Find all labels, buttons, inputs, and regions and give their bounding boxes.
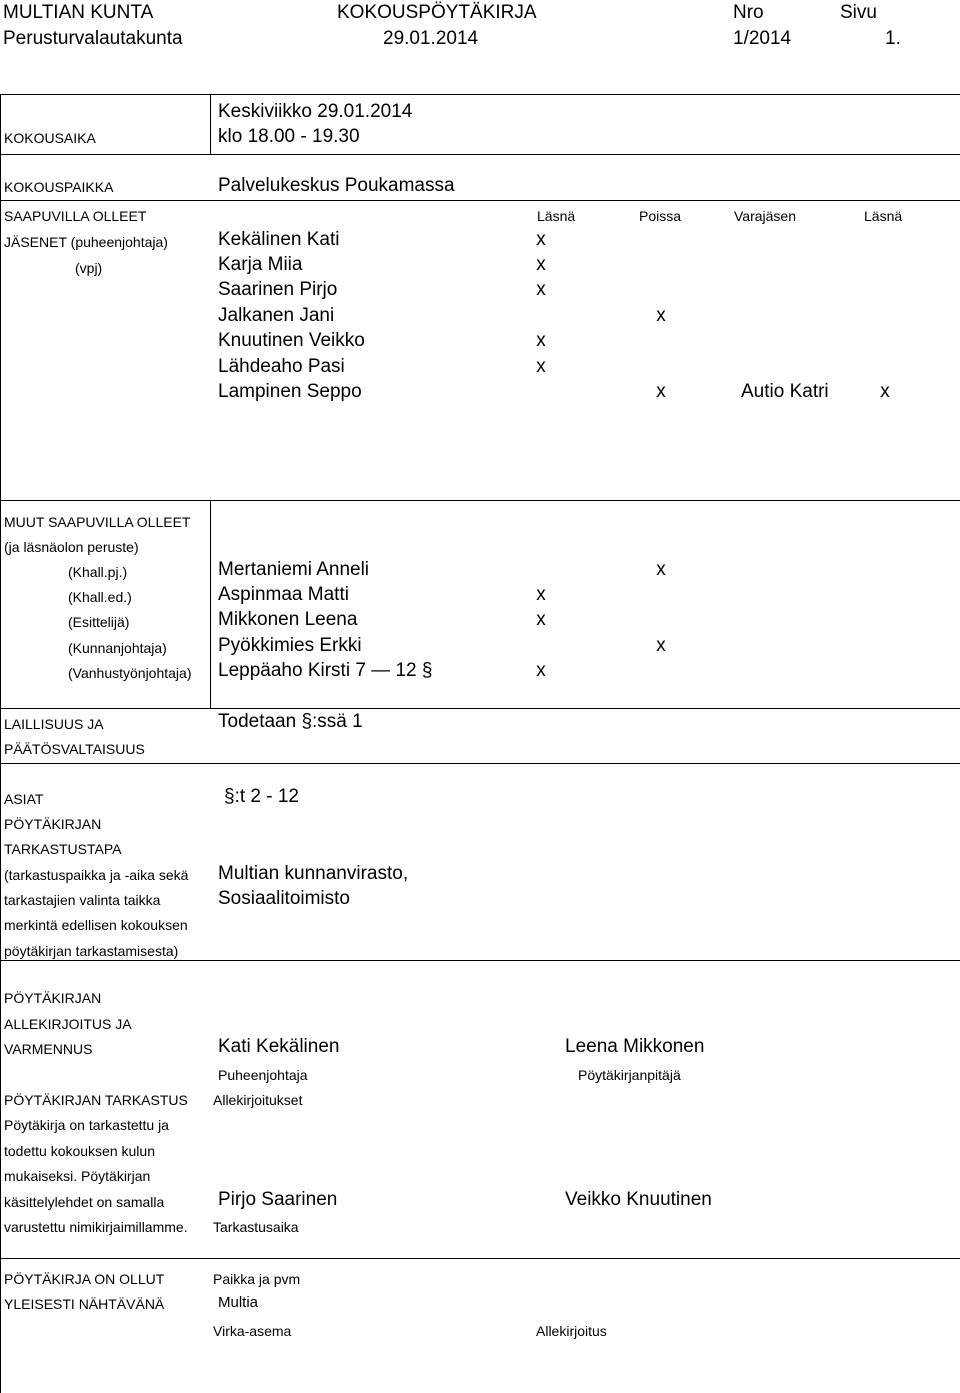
meeting-number: 1/2014 <box>733 28 792 49</box>
tarkastustapa-label: merkintä edellisen kokouksen <box>4 917 188 933</box>
others-label-basis: (ja läsnäolon peruste) <box>4 539 139 555</box>
divider <box>0 960 960 961</box>
tarkastus-label: mukaiseksi. Pöytäkirjan <box>4 1168 151 1184</box>
deputy-present-mark: x <box>880 381 890 402</box>
members-label: SAAPUVILLA OLLEET <box>4 208 147 224</box>
members-label-vice-chair: (vpj) <box>75 260 103 276</box>
column-header-deputy-present: Läsnä <box>864 208 903 224</box>
meeting-place: Palvelukeskus Poukamassa <box>218 175 455 196</box>
present-mark: x <box>536 229 546 250</box>
absent-mark: x <box>656 305 666 326</box>
allekirjoitus-label: VARMENNUS <box>4 1041 93 1057</box>
laillisuus-label: LAILLISUUS JA <box>4 716 104 732</box>
member-name: Lähdeaho Pasi <box>218 356 345 377</box>
absent-mark: x <box>656 559 666 580</box>
divider <box>0 154 960 155</box>
divider <box>0 708 960 709</box>
office-label: Virka-asema <box>213 1323 292 1339</box>
other-name: Mertaniemi Anneli <box>218 559 370 580</box>
laillisuus-value: Todetaan §:ssä 1 <box>218 711 363 732</box>
tarkastus-label: varustettu nimikirjaimillamme. <box>4 1219 188 1235</box>
other-role: (Khall.pj.) <box>68 564 128 580</box>
tarkastustapa-label: tarkastajien valinta taikka <box>4 892 161 908</box>
absent-mark: x <box>656 381 666 402</box>
divider <box>0 200 960 201</box>
tarkastus-label: PÖYTÄKIRJAN TARKASTUS <box>4 1092 188 1108</box>
nahtavana-label: YLEISESTI NÄHTÄVÄNÄ <box>4 1296 165 1312</box>
committee-name: Perusturvalautakunta <box>3 28 183 49</box>
other-name: Aspinmaa Matti <box>218 584 349 605</box>
place-value: Multia <box>218 1294 259 1311</box>
member-name: Saarinen Pirjo <box>218 279 338 300</box>
others-label: MUUT SAAPUVILLA OLLEET <box>4 514 191 530</box>
present-mark: x <box>536 584 546 605</box>
member-name: Knuutinen Veikko <box>218 330 365 351</box>
tarkastuspaikka-value: Multian kunnanvirasto, <box>218 863 409 884</box>
tarkastustapa-label: (tarkastuspaikka ja -aika sekä <box>4 867 189 883</box>
column-header-present: Läsnä <box>537 208 576 224</box>
sivu-label: Sivu <box>840 2 877 23</box>
others-divider <box>210 500 211 708</box>
secretary-role: Pöytäkirjanpitäjä <box>578 1067 681 1083</box>
other-role: (Vanhustyönjohtaja) <box>68 665 192 681</box>
tarkastustapa-label: pöytäkirjan tarkastamisesta) <box>4 943 179 959</box>
column-header-deputy: Varajäsen <box>734 208 797 224</box>
paatosvaltaisuus-label: PÄÄTÖSVALTAISUUS <box>4 741 145 757</box>
tarkastus-label: Pöytäkirja on tarkastettu ja <box>4 1117 169 1133</box>
present-mark: x <box>536 330 546 351</box>
allekirjoitus-label: ALLEKIRJOITUS JA <box>4 1016 132 1032</box>
absent-mark: x <box>656 635 666 656</box>
divider <box>0 500 960 501</box>
present-mark: x <box>536 609 546 630</box>
other-name: Leppäaho Kirsti 7 — 12 § <box>218 660 433 681</box>
member-name: Lampinen Seppo <box>218 381 362 402</box>
member-name: Jalkanen Jani <box>218 305 335 326</box>
page-number: 1. <box>885 28 901 49</box>
member-name: Kekälinen Kati <box>218 229 340 250</box>
tarkastuspaikka-value: Sosiaalitoimisto <box>218 888 350 909</box>
nahtavana-label: PÖYTÄKIRJA ON OLLUT <box>4 1271 165 1287</box>
chair-role: Puheenjohtaja <box>218 1067 308 1083</box>
tarkastus-label: todettu kokouksen kulun <box>4 1143 155 1159</box>
kokousaika-divider <box>210 94 211 154</box>
checker-name: Pirjo Saarinen <box>218 1189 338 1210</box>
kokousaika-label: KOKOUSAIKA <box>4 130 96 146</box>
document-type: KOKOUSPÖYTÄKIRJA <box>337 2 537 23</box>
header-divider <box>0 94 960 95</box>
tarkastustapa-label: TARKASTUSTAPA <box>4 841 122 857</box>
frame-left-border <box>0 94 1 1393</box>
other-role: (Kunnanjohtaja) <box>68 640 167 656</box>
place-date-label: Paikka ja pvm <box>213 1271 301 1287</box>
allekirjoitus-label: PÖYTÄKIRJAN <box>4 990 102 1006</box>
nro-label: Nro <box>733 2 764 23</box>
tarkastustapa-label: PÖYTÄKIRJAN <box>4 816 102 832</box>
divider <box>0 1258 960 1259</box>
deputy-name: Autio Katri <box>741 381 829 402</box>
check-time-label: Tarkastusaika <box>213 1219 299 1235</box>
other-role: (Esittelijä) <box>68 614 130 630</box>
meeting-time: klo 18.00 - 19.30 <box>218 126 360 147</box>
asiat-label: ASIAT <box>4 791 44 807</box>
column-header-absent: Poissa <box>639 208 682 224</box>
present-mark: x <box>536 356 546 377</box>
members-label-chair: JÄSENET (puheenjohtaja) <box>4 234 168 250</box>
divider <box>0 763 960 764</box>
tarkastus-label: käsittelylehdet on samalla <box>4 1194 165 1210</box>
chair-signer-name: Kati Kekälinen <box>218 1036 340 1057</box>
other-name: Pyökkimies Erkki <box>218 635 362 656</box>
member-name: Karja Miia <box>218 254 303 275</box>
signatures-label: Allekirjoitukset <box>213 1092 303 1108</box>
other-role: (Khall.ed.) <box>68 589 132 605</box>
meeting-date: 29.01.2014 <box>383 28 479 49</box>
present-mark: x <box>536 279 546 300</box>
secretary-signer-name: Leena Mikkonen <box>565 1036 705 1057</box>
checker-name: Veikko Knuutinen <box>565 1189 712 1210</box>
asiat-value: §:t 2 - 12 <box>224 786 299 807</box>
kokouspaikka-label: KOKOUSPAIKKA <box>4 179 114 195</box>
present-mark: x <box>536 254 546 275</box>
org-name: MULTIAN KUNTA <box>3 2 154 23</box>
present-mark: x <box>536 660 546 681</box>
meeting-day-date: Keskiviikko 29.01.2014 <box>218 101 413 122</box>
other-name: Mikkonen Leena <box>218 609 358 630</box>
signature-label: Allekirjoitus <box>536 1323 607 1339</box>
